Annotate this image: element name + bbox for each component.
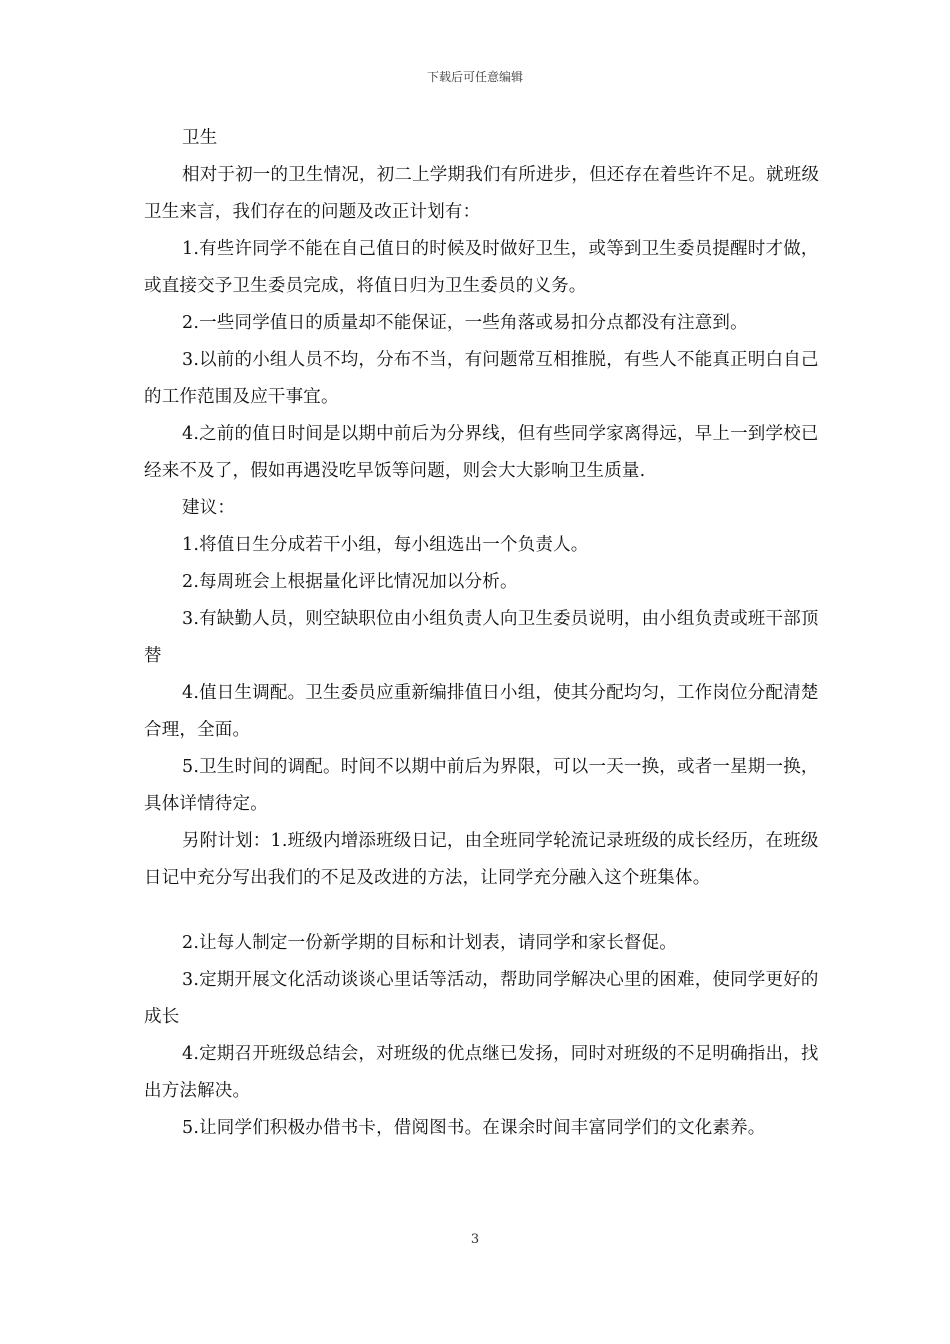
paragraph-spacer <box>144 897 824 925</box>
document-body <box>144 120 824 1147</box>
section-heading: 卫生 <box>182 128 218 148</box>
plan-item: 3.定期开展文化活动谈谈心里话等活动，帮助同学解决心里的困难，使同学更好的成长 <box>144 970 819 1027</box>
suggestion-label: 建议： <box>182 498 236 518</box>
problem-item: 4.之前的值日时间是以期中前后为分界线，但有些同学家离得远，早上一到学校已经来不及了，假如再遇没吃早饭等问题，则会大大影响卫生质量. <box>144 424 819 481</box>
problem-item: 3.以前的小组人员不均，分布不当，有问题常互相推脱，有些人不能真正明白自己的工作范围及应干事宜。 <box>144 350 819 407</box>
plan-item: 2.让每人制定一份新学期的目标和计划表，请同学和家长督促。 <box>182 933 677 953</box>
plan-item: 4.定期召开班级总结会，对班级的优点继已发扬，同时对班级的不足明确指出，找出方法解决。 <box>144 1044 819 1101</box>
suggestion-item: 1.将值日生分成若干小组，每小组选出一个负责人。 <box>182 535 589 555</box>
intro-paragraph: 相对于初一的卫生情况，初二上学期我们有所进步，但还存在着些许不足。就班级卫生来言，我们存在的问题及改正计划有： <box>144 165 820 222</box>
extra-plan-paragraph: 另附计划：1.班级内增添班级日记，由全班同学轮流记录班级的成长经历，在班级日记中充分写出我们的不足及改进的方法，让同学充分融入这个班集体。 <box>144 831 819 888</box>
suggestion-item: 5.卫生时间的调配。时间不以期中前后为界限，可以一天一换，或者一星期一换，具体详情待定。 <box>144 757 819 814</box>
problem-item: 2.一些同学值日的质量却不能保证，一些角落或易扣分点都没有注意到。 <box>182 313 748 333</box>
page-header: 下载后可任意编辑 <box>426 70 523 84</box>
page-number: 3 <box>470 1232 480 1247</box>
plan-item: 5.让同学们积极办借书卡，借阅图书。在课余时间丰富同学们的文化素养。 <box>182 1118 766 1138</box>
suggestion-item: 3.有缺勤人员，则空缺职位由小组负责人向卫生委员说明，由小组负责或班干部顶替 <box>144 609 819 666</box>
suggestion-item: 2.每周班会上根据量化评比情况加以分析。 <box>182 572 518 592</box>
problem-item: 1.有些许同学不能在自己值日的时候及时做好卫生，或等到卫生委员提醒时才做，或直接交予卫生委员完成，将值日归为卫生委员的义务。 <box>144 239 819 296</box>
suggestion-item: 4.值日生调配。卫生委员应重新编排值日小组，使其分配均匀，工作岗位分配清楚合理，全面。 <box>144 683 819 740</box>
